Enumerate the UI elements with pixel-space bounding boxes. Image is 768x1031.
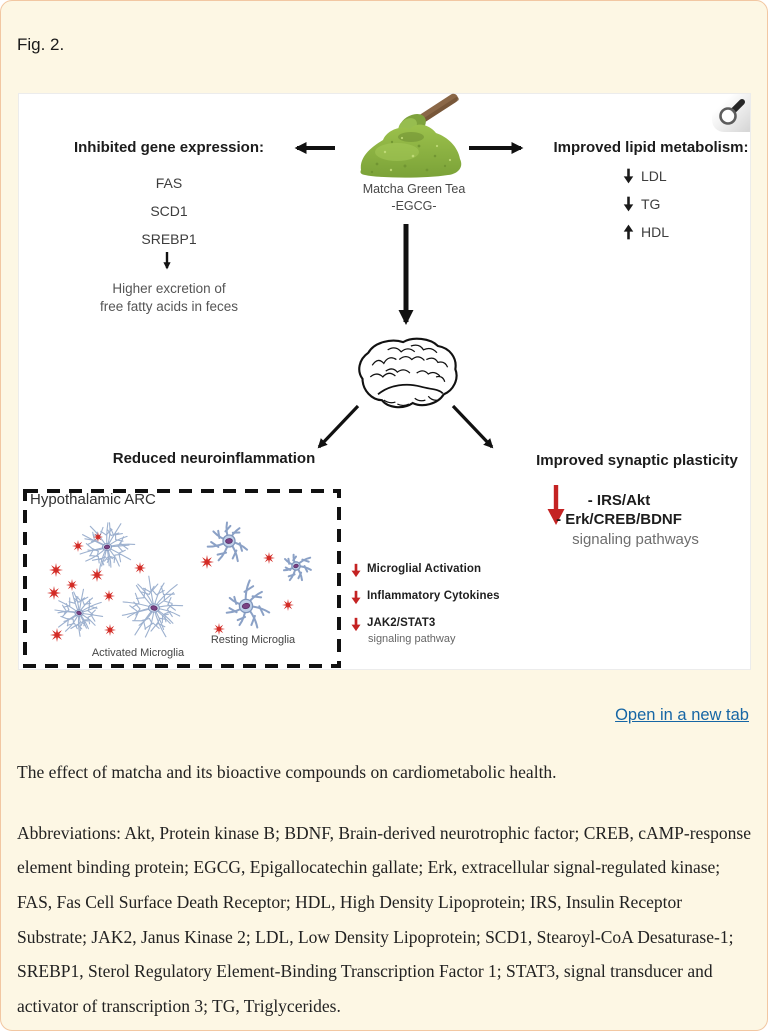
outcome-line-1: Higher excretion of bbox=[112, 281, 226, 296]
hypothalamic-arc-label: Hypothalamic ARC bbox=[30, 491, 156, 508]
neuroinflammation-heading: Reduced neuroinflammation bbox=[112, 450, 316, 467]
lipid-metabolism-heading: Improved lipid metabolism: bbox=[553, 139, 749, 156]
outcome-line-2: free fatty acids in feces bbox=[99, 299, 239, 314]
lipid-label: LDL bbox=[641, 168, 667, 184]
abbreviations-text: Abbreviations: Akt, Protein kinase B; BDNF, Brain-derived neurotrophic factor; CREB, cAMP-response element binding protein; EGCG, Epigallocatechin gallate; Erk, extracellular signal-regulated kinase; FAS, Fas Cell Surface Death Receptor; HDL, High Density Lipoprotein; IRS, Insulin Receptor Substrate; JAK2, Janus Kinase 2; LDL, Low Density Lipoprotein; SCD1, Stearoyl-CoA Desaturase-1; SREBP1, Sterol Regulatory Element-Binding Transcription Factor 1; STAT3, signal transducer and activator of transcription 3; TG, Triglycerides. bbox=[17, 822, 751, 1016]
activated-microglia-label: Activated Microglia bbox=[91, 647, 185, 659]
synaptic-line-1: - IRS/Akt bbox=[587, 492, 651, 509]
annotation-label: Inflammatory Cytokines bbox=[367, 590, 500, 602]
inhibited-gene-heading: Inhibited gene expression: bbox=[73, 139, 265, 156]
synaptic-line-2: - Erk/CREB/BDNF bbox=[556, 511, 682, 528]
gene-fas: FAS bbox=[155, 175, 183, 191]
annotation-inflammatory-cytokines bbox=[351, 590, 500, 605]
lipid-item-hdl bbox=[623, 224, 669, 240]
open-new-tab-link[interactable]: Open in a new tab bbox=[615, 706, 749, 724]
synaptic-plasticity-heading: Improved synaptic plasticity bbox=[536, 452, 738, 469]
figure-label: Fig. 2. bbox=[17, 35, 65, 54]
down-arrow-icon bbox=[623, 168, 634, 184]
up-arrow-icon bbox=[623, 224, 634, 240]
annotation-microglial-activation bbox=[351, 563, 481, 578]
resting-microglia-label: Resting Microglia bbox=[210, 634, 296, 646]
matcha-label-line2: -EGCG- bbox=[391, 199, 437, 213]
brain-illustration bbox=[349, 334, 465, 416]
matcha-powder-image bbox=[347, 94, 479, 184]
magnifier-icon bbox=[715, 97, 747, 129]
lipid-label: HDL bbox=[641, 224, 670, 240]
synaptic-sub-label: signaling pathways bbox=[572, 531, 699, 548]
lipid-item-ldl bbox=[623, 168, 667, 184]
matcha-label bbox=[334, 181, 494, 215]
hypothalamic-arc-box bbox=[23, 489, 341, 668]
lipid-item-tg bbox=[623, 196, 660, 212]
matcha-label-line1: Matcha Green Tea bbox=[362, 182, 466, 196]
annotation-label: JAK2/STAT3 bbox=[367, 617, 436, 629]
figure-caption: The effect of matcha and its bioactive compounds on cardiometabolic health. bbox=[17, 762, 557, 782]
zoom-figure-button[interactable] bbox=[712, 94, 750, 132]
annotation-label: Microglial Activation bbox=[367, 563, 482, 575]
red-down-arrow-icon bbox=[351, 617, 361, 632]
red-down-arrow-icon bbox=[351, 563, 361, 578]
down-arrow-icon bbox=[623, 196, 634, 212]
annotation-sub-label: signaling pathway bbox=[368, 633, 456, 645]
gene-scd1: SCD1 bbox=[150, 203, 188, 219]
lipid-label: TG bbox=[641, 196, 661, 212]
annotation-jak2-stat3 bbox=[351, 617, 435, 632]
gene-srebp1: SREBP1 bbox=[141, 231, 197, 247]
red-down-arrow-icon bbox=[351, 590, 361, 605]
fatty-acid-outcome bbox=[39, 280, 299, 316]
link-row bbox=[1, 706, 749, 725]
figure-panel bbox=[18, 93, 751, 670]
